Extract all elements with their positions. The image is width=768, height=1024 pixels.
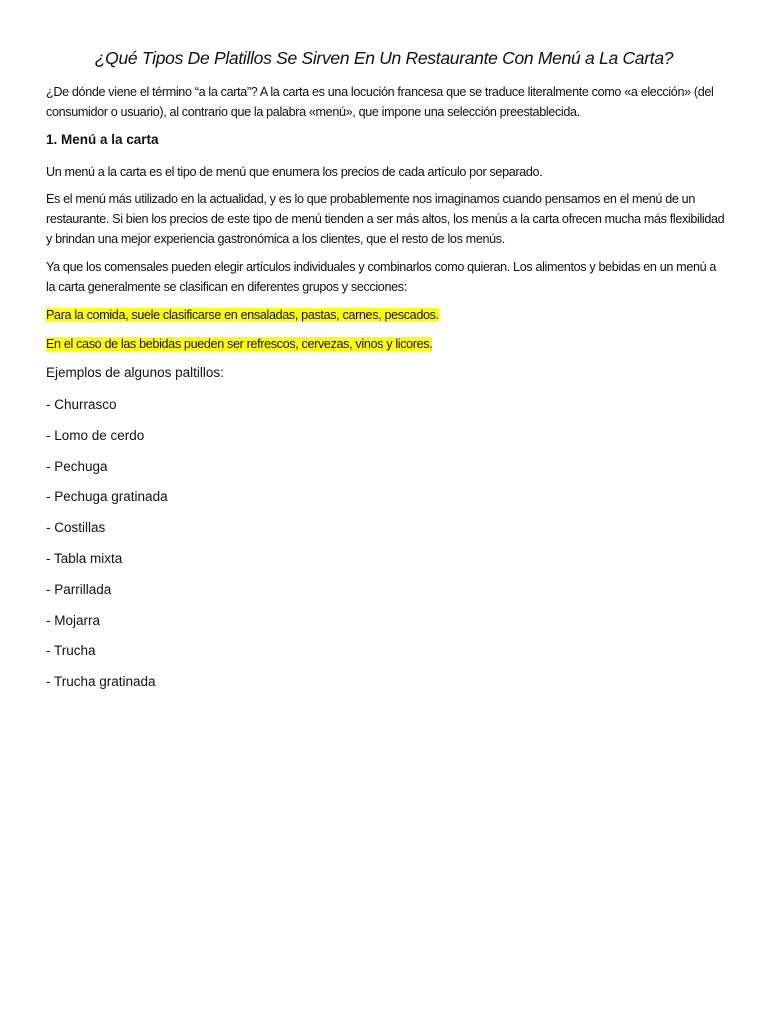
paragraph-1: Un menú a la carta es el tipo de menú que enumera los precios de cada artículo por separado. bbox=[46, 165, 543, 179]
list-item: - Costillas bbox=[46, 520, 106, 536]
document-title: ¿Qué Tipos De Platillos Se Sirven En Un Restaurante Con Menú a La Carta? bbox=[94, 48, 674, 68]
list-item: - Pechuga bbox=[46, 458, 108, 474]
list-item: - Lomo de cerdo bbox=[46, 427, 145, 443]
section-heading: 1. Menú a la carta bbox=[46, 132, 159, 147]
list-item: - Tabla mixta bbox=[46, 550, 123, 566]
highlight-drinks bbox=[46, 334, 726, 354]
list-item: - Mojarra bbox=[46, 612, 101, 628]
list-item: - Trucha bbox=[46, 643, 96, 659]
paragraph-3: Ya que los comensales pueden elegir artículos individuales y combinarlos como quieran. Los alimentos y bebidas en un menú a la carta generalmente se clasifican en diferentes grupos y secciones: bbox=[46, 260, 717, 294]
highlighted-text: Para la comida, suele clasificarse en ensaladas, pastas, carnes, pescados. bbox=[46, 308, 439, 322]
list-item: - Parrillada bbox=[46, 581, 112, 597]
examples-list bbox=[46, 395, 168, 703]
highlight-food bbox=[46, 305, 726, 325]
intro-paragraph: ¿De dónde viene el término “a la carta”? A la carta es una locución francesa que se traduce literalmente como «a elección» (del consumidor o usuario), al contrario que la palabra «menú», que impone una selección preestablecida. bbox=[46, 85, 714, 119]
list-item: - Trucha gratinada bbox=[46, 674, 156, 690]
list-item: - Churrasco bbox=[46, 397, 117, 412]
paragraph-2: Es el menú más utilizado en la actualidad, y es lo que probablemente nos imaginamos cuando pensamos en el menú de un restaurante. Si bien los precios de este tipo de menú tienden a ser más altos, los menús a la carta ofrecen mucha más flexibilidad y brindan una mejor experiencia gastronómica a los clientes, que el resto de los menús. bbox=[46, 192, 725, 246]
examples-label: Ejemplos de algunos paltillos: bbox=[46, 365, 224, 380]
highlighted-text: En el caso de las bebidas pueden ser refrescos, cervezas, vinos y licores. bbox=[46, 337, 433, 351]
list-item: - Pechuga gratinada bbox=[46, 489, 168, 505]
